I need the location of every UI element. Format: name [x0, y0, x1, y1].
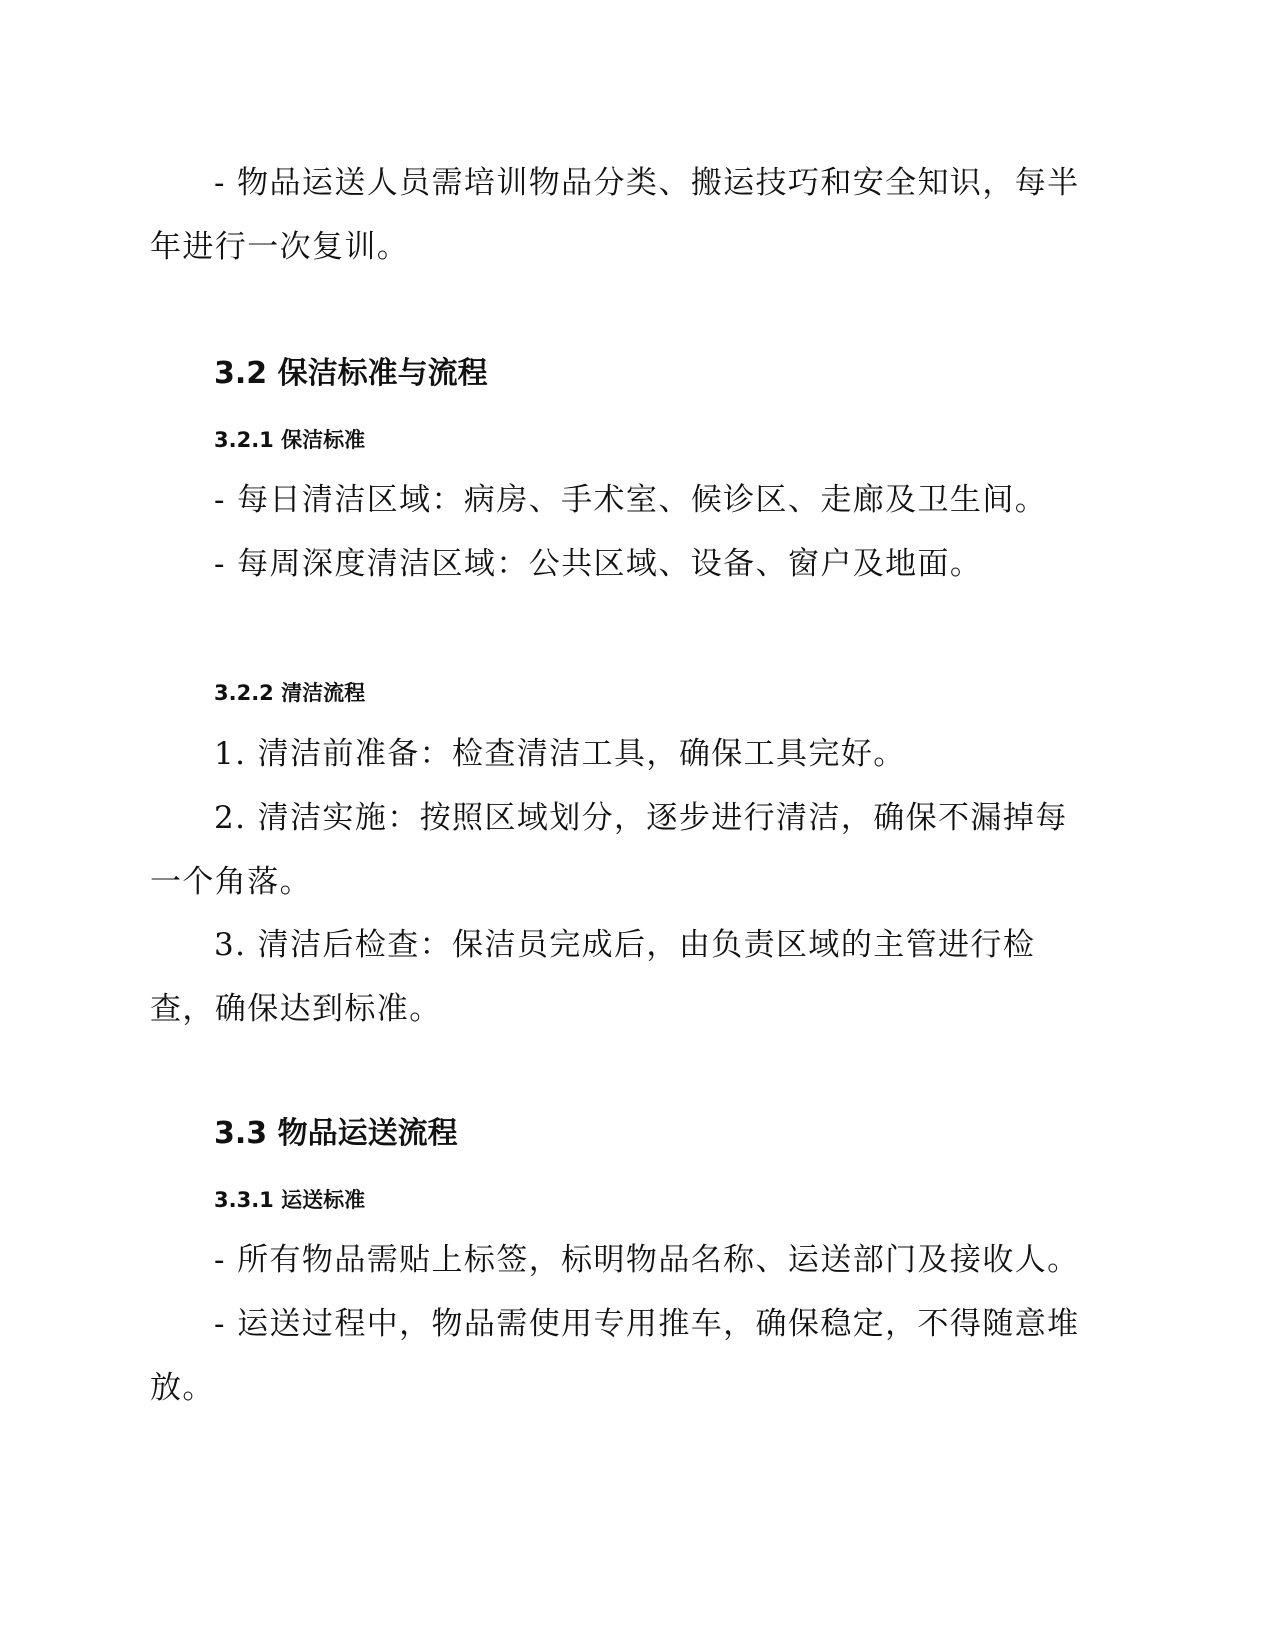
heading-3-2-2: 3.2.2 清洁流程 [214, 681, 366, 705]
paragraph-cleaning-step-1: 1. 清洁前准备：检查清洁工具，确保工具完好。 [214, 736, 906, 772]
paragraph-cart-standard: - 运送过程中，物品需使用专用推车，确保稳定，不得随意堆放。 [150, 1306, 1080, 1406]
paragraph-daily-cleaning: - 每日清洁区域：病房、手术室、候诊区、走廊及卫生间。 [214, 482, 1048, 518]
paragraph-weekly-cleaning: - 每周深度清洁区域：公共区域、设备、窗户及地面。 [214, 546, 983, 582]
heading-3-2-1: 3.2.1 保洁标准 [214, 428, 366, 452]
paragraph-cleaning-step-3: 3. 清洁后检查：保洁员完成后，由负责区域的主管进行检查，确保达到标准。 [150, 927, 1036, 1027]
paragraph-cleaning-step-2: 2. 清洁实施：按照区域划分，逐步进行清洁，确保不漏掉每一个角落。 [150, 800, 1068, 900]
heading-3-3-1: 3.3.1 运送标准 [214, 1188, 366, 1212]
heading-3-2: 3.2 保洁标准与流程 [214, 356, 488, 391]
paragraph-transport-training: - 物品运送人员需培训物品分类、搬运技巧和安全知识，每半年进行一次复训。 [150, 165, 1080, 265]
paragraph-labeling-standard: - 所有物品需贴上标签，标明物品名称、运送部门及接收人。 [214, 1242, 1080, 1278]
heading-3-3: 3.3 物品运送流程 [214, 1116, 458, 1151]
